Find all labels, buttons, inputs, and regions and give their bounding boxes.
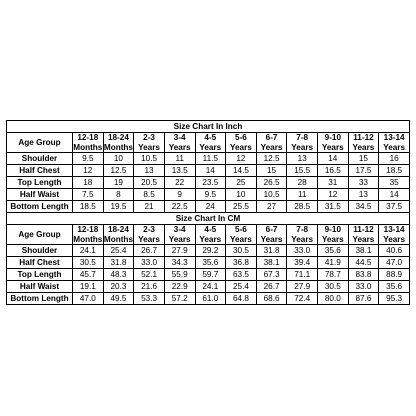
measurement-value: 63.5 (226, 269, 257, 281)
table-row (7, 177, 410, 189)
measurement-value: 26.7 (134, 245, 165, 257)
measurement-value: 12 (226, 153, 257, 165)
measurement-value: 30.5 (73, 257, 104, 269)
measurement-value: 14 (379, 189, 410, 201)
age-range: 18-24 (107, 133, 129, 142)
age-range: 18-24 (107, 225, 129, 234)
age-unit: Months (73, 142, 103, 152)
measurement-value: 28.5 (287, 201, 318, 213)
age-unit: Years (138, 234, 160, 244)
measurement-value: 71.1 (287, 269, 318, 281)
age-range: 2-3 (143, 225, 155, 234)
age-range: 11-12 (353, 225, 374, 234)
measurement-value: 13 (287, 153, 318, 165)
measurement-value: 19.1 (73, 281, 104, 293)
age-range: 7-8 (296, 133, 309, 142)
table-row (7, 189, 410, 201)
measurement-value: 31.8 (256, 245, 287, 257)
measurement-value: 24 (195, 201, 226, 213)
measurement-value: 22.5 (164, 201, 195, 213)
measurement-value: 15 (348, 153, 379, 165)
age-range: 13-14 (383, 225, 405, 234)
measurement-value: 25 (226, 177, 257, 189)
measurement-value: 20.5 (134, 177, 165, 189)
measurement-value: 12 (73, 165, 104, 177)
measurement-label: Top Length (7, 177, 73, 189)
measurement-value: 23.5 (195, 177, 226, 189)
measurement-value: 10 (103, 153, 134, 165)
age-unit: Years (383, 142, 406, 152)
measurement-label: Shoulder (7, 245, 73, 257)
measurement-value: 31 (318, 177, 349, 189)
measurement-value: 11 (164, 153, 195, 165)
measurement-value: 16.5 (318, 165, 349, 177)
section-title-row-inch (7, 121, 410, 133)
age-column-header (287, 133, 318, 153)
age-column-header (164, 225, 195, 245)
age-column-header (195, 225, 226, 245)
measurement-value: 9.5 (73, 153, 104, 165)
measurement-value: 47.0 (73, 293, 104, 305)
age-column-header (134, 225, 165, 245)
age-group-header: Age Group (7, 133, 73, 153)
measurement-value: 12.5 (256, 153, 287, 165)
age-unit: Years (260, 142, 283, 152)
measurement-value: 7.5 (73, 189, 104, 201)
measurement-value: 8 (103, 189, 134, 201)
table-row (7, 281, 410, 293)
age-unit: Months (73, 234, 103, 244)
measurement-value: 57.2 (164, 293, 195, 305)
measurement-value: 8.5 (134, 189, 165, 201)
size-chart-body (7, 121, 410, 305)
age-unit: Years (352, 234, 375, 244)
measurement-value: 14.5 (226, 165, 257, 177)
measurement-value: 88.9 (379, 269, 410, 281)
measurement-value: 52.1 (134, 269, 165, 281)
table-row (7, 201, 410, 213)
measurement-value: 47.0 (379, 257, 410, 269)
measurement-value: 29.2 (195, 245, 226, 257)
header-row-inch (7, 133, 410, 153)
measurement-value: 33 (348, 177, 379, 189)
age-column-header (348, 133, 379, 153)
age-unit: Years (168, 234, 191, 244)
table-row (7, 153, 410, 165)
measurement-value: 9.5 (195, 189, 226, 201)
measurement-value: 17.5 (348, 165, 379, 177)
age-range: 5-6 (235, 225, 247, 234)
measurement-value: 38.1 (348, 245, 379, 257)
age-unit: Years (230, 234, 252, 244)
age-group-header: Age Group (7, 225, 73, 245)
measurement-value: 68.6 (256, 293, 287, 305)
age-column-header (379, 225, 410, 245)
age-unit: Years (199, 234, 222, 244)
measurement-value: 15.5 (287, 165, 318, 177)
measurement-label: Half Chest (7, 165, 73, 177)
age-unit: Years (291, 234, 314, 244)
measurement-value: 22 (164, 177, 195, 189)
measurement-value: 10 (226, 189, 257, 201)
measurement-value: 80.0 (318, 293, 349, 305)
age-range: 4-5 (204, 225, 217, 234)
age-unit: Years (260, 234, 283, 244)
measurement-value: 9 (164, 189, 195, 201)
age-range: 12-18 (77, 225, 99, 234)
age-range: 2-3 (143, 133, 155, 142)
section-title: Size Chart In CM (7, 213, 410, 225)
age-range: 9-10 (324, 225, 341, 234)
measurement-value: 37.5 (379, 201, 410, 213)
age-unit: Years (321, 234, 344, 244)
measurement-value: 64.8 (226, 293, 257, 305)
age-range: 3-4 (173, 225, 186, 234)
age-range: 13-14 (383, 133, 405, 142)
measurement-value: 39.4 (287, 257, 318, 269)
measurement-value: 45.7 (73, 269, 104, 281)
measurement-value: 11.5 (195, 153, 226, 165)
measurement-value: 33.0 (134, 257, 165, 269)
measurement-value: 49.5 (103, 293, 134, 305)
measurement-value: 35.6 (318, 245, 349, 257)
age-column-header (287, 225, 318, 245)
age-unit: Months (103, 234, 133, 244)
measurement-value: 53.3 (134, 293, 165, 305)
age-range: 6-7 (265, 133, 278, 142)
age-column-header (256, 133, 287, 153)
measurement-value: 13 (348, 189, 379, 201)
measurement-value: 34.3 (164, 257, 195, 269)
measurement-value: 13 (134, 165, 165, 177)
age-column-header (134, 133, 165, 153)
measurement-value: 31.8 (103, 257, 134, 269)
age-unit: Months (103, 142, 133, 152)
measurement-value: 38.1 (256, 257, 287, 269)
age-range: 7-8 (296, 225, 309, 234)
measurement-value: 21 (134, 201, 165, 213)
age-range: 6-7 (265, 225, 278, 234)
measurement-value: 11 (287, 189, 318, 201)
measurement-value: 59.7 (195, 269, 226, 281)
measurement-value: 25.4 (103, 245, 134, 257)
header-row-cm (7, 225, 410, 245)
measurement-value: 35.6 (195, 257, 226, 269)
age-unit: Years (321, 142, 344, 152)
table-row (7, 165, 410, 177)
measurement-value: 83.8 (348, 269, 379, 281)
measurement-label: Half Waist (7, 189, 73, 201)
age-unit: Years (138, 142, 160, 152)
measurement-label: Top Length (7, 269, 73, 281)
measurement-value: 18.5 (73, 201, 104, 213)
age-column-header (318, 133, 349, 153)
measurement-value: 22.9 (164, 281, 195, 293)
measurement-value: 55.9 (164, 269, 195, 281)
measurement-label: Half Chest (7, 257, 73, 269)
measurement-value: 25.4 (226, 281, 257, 293)
measurement-value: 44.5 (348, 257, 379, 269)
measurement-value: 35 (379, 177, 410, 189)
measurement-value: 30.5 (318, 281, 349, 293)
measurement-value: 41.9 (318, 257, 349, 269)
measurement-label: Bottom Length (7, 201, 73, 213)
measurement-value: 26.5 (256, 177, 287, 189)
age-column-header (256, 225, 287, 245)
measurement-label: Bottom Length (7, 293, 73, 305)
measurement-value: 67.3 (256, 269, 287, 281)
age-unit: Years (230, 142, 252, 152)
measurement-value: 12 (318, 189, 349, 201)
section-title-row-cm (7, 213, 410, 225)
measurement-value: 33.0 (287, 245, 318, 257)
measurement-value: 61.0 (195, 293, 226, 305)
table-row (7, 245, 410, 257)
measurement-value: 18 (73, 177, 104, 189)
measurement-value: 10.5 (256, 189, 287, 201)
age-column-header (226, 225, 257, 245)
measurement-value: 24.1 (195, 281, 226, 293)
measurement-value: 87.6 (348, 293, 379, 305)
age-column-header (73, 225, 104, 245)
age-column-header (73, 133, 104, 153)
measurement-value: 28 (287, 177, 318, 189)
age-range: 12-18 (77, 133, 99, 142)
age-range: 4-5 (204, 133, 217, 142)
measurement-value: 24.1 (73, 245, 104, 257)
measurement-value: 10.5 (134, 153, 165, 165)
measurement-value: 19 (103, 177, 134, 189)
measurement-value: 21.6 (134, 281, 165, 293)
measurement-value: 95.3 (379, 293, 410, 305)
measurement-value: 14 (195, 165, 226, 177)
measurement-value: 15 (256, 165, 287, 177)
measurement-value: 48.3 (103, 269, 134, 281)
measurement-value: 16 (379, 153, 410, 165)
measurement-value: 78.7 (318, 269, 349, 281)
table-row (7, 293, 410, 305)
measurement-value: 36.8 (226, 257, 257, 269)
measurement-value: 27 (256, 201, 287, 213)
measurement-value: 31.5 (318, 201, 349, 213)
age-unit: Years (168, 142, 191, 152)
measurement-value: 14 (318, 153, 349, 165)
table-row (7, 257, 410, 269)
measurement-value: 26.7 (256, 281, 287, 293)
measurement-value: 27.9 (287, 281, 318, 293)
measurement-value: 25.5 (226, 201, 257, 213)
measurement-value: 30.5 (226, 245, 257, 257)
size-chart-table (6, 120, 410, 305)
age-column-header (226, 133, 257, 153)
measurement-value: 33.0 (348, 281, 379, 293)
age-range: 9-10 (324, 133, 341, 142)
section-title: Size Chart In Inch (7, 121, 410, 133)
measurement-value: 40.6 (379, 245, 410, 257)
age-unit: Years (352, 142, 375, 152)
age-column-header (348, 225, 379, 245)
measurement-value: 20.3 (103, 281, 134, 293)
age-unit: Years (199, 142, 222, 152)
measurement-value: 27.9 (164, 245, 195, 257)
age-unit: Years (291, 142, 314, 152)
age-column-header (164, 133, 195, 153)
measurement-value: 35.6 (379, 281, 410, 293)
age-column-header (103, 225, 134, 245)
age-column-header (379, 133, 410, 153)
measurement-value: 13.5 (164, 165, 195, 177)
measurement-value: 12.5 (103, 165, 134, 177)
age-range: 3-4 (173, 133, 186, 142)
age-unit: Years (383, 234, 406, 244)
age-column-header (103, 133, 134, 153)
age-range: 11-12 (353, 133, 374, 142)
measurement-value: 19.5 (103, 201, 134, 213)
size-chart (6, 120, 410, 305)
measurement-value: 34.5 (348, 201, 379, 213)
age-column-header (195, 133, 226, 153)
measurement-value: 18.5 (379, 165, 410, 177)
measurement-label: Half Waist (7, 281, 73, 293)
age-column-header (318, 225, 349, 245)
table-row (7, 269, 410, 281)
measurement-label: Shoulder (7, 153, 73, 165)
age-range: 5-6 (235, 133, 247, 142)
measurement-value: 72.4 (287, 293, 318, 305)
